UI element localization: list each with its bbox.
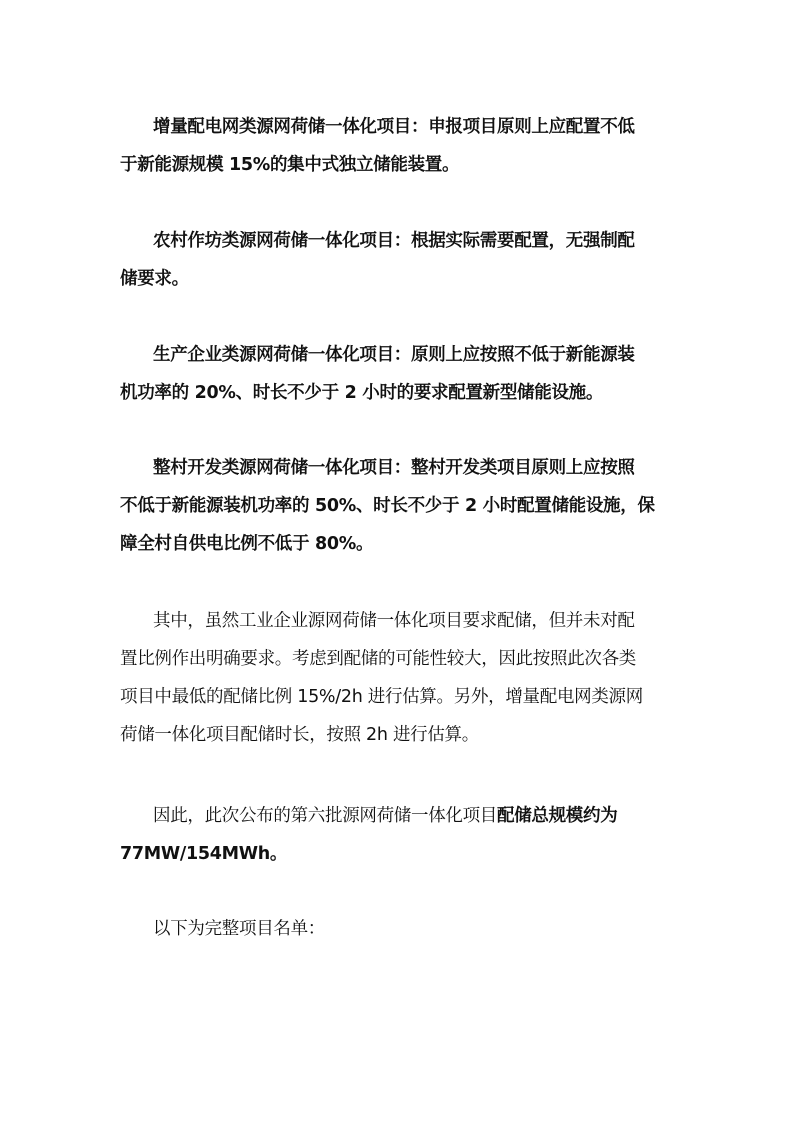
text-line — [120, 797, 670, 835]
text-line: 项目中最低的配储比例 15%/2h 进行估算。另外，增量配电网类源网 — [120, 687, 643, 707]
text-line: 以下为完整项目名单： — [153, 919, 325, 939]
text-line: 荷储一体化项目配储时长，按照 2h 进行估算。 — [120, 725, 479, 745]
text-line: 置比例作出明确要求。考虑到配储的可能性较大，因此按照此次各类 — [120, 649, 636, 669]
text-emphasis-line: 77MW/154MWh。 — [120, 844, 288, 864]
paragraph-whole-village-development — [120, 449, 670, 563]
paragraph-production-enterprise — [120, 336, 670, 412]
paragraph-rural-workshop — [120, 222, 670, 298]
text-line: 生产企业类源网荷储一体化项目：原则上应按照不低于新能源装 — [153, 345, 635, 365]
paragraph-estimation-explanation — [120, 602, 670, 754]
text-normal: 因此，此次公布的第六批源网荷储一体化项目 — [153, 806, 497, 826]
paragraph-incremental-distribution-grid — [120, 108, 670, 184]
text-line: 增量配电网类源网荷储一体化项目：申报项目原则上应配置不低 — [153, 117, 635, 137]
paragraph-list-intro — [120, 910, 670, 948]
paragraph-total-scale — [120, 797, 670, 873]
text-line: 于新能源规模 15%的集中式独立储能装置。 — [120, 155, 460, 175]
text-line: 储要求。 — [120, 269, 189, 289]
text-line: 其中，虽然工业企业源网荷储一体化项目要求配储，但并未对配 — [153, 611, 635, 631]
text-line: 农村作坊类源网荷储一体化项目：根据实际需要配置，无强制配 — [153, 231, 635, 251]
text-line: 整村开发类源网荷储一体化项目：整村开发类项目原则上应按照 — [153, 458, 635, 478]
text-line: 不低于新能源装机功率的 50%、时长不少于 2 小时配置储能设施，保 — [120, 496, 655, 516]
text-emphasis: 配储总规模约为 — [497, 806, 618, 826]
text-line: 机功率的 20%、时长不少于 2 小时的要求配置新型储能设施。 — [120, 383, 604, 403]
text-line: 障全村自供电比例不低于 80%。 — [120, 534, 374, 554]
